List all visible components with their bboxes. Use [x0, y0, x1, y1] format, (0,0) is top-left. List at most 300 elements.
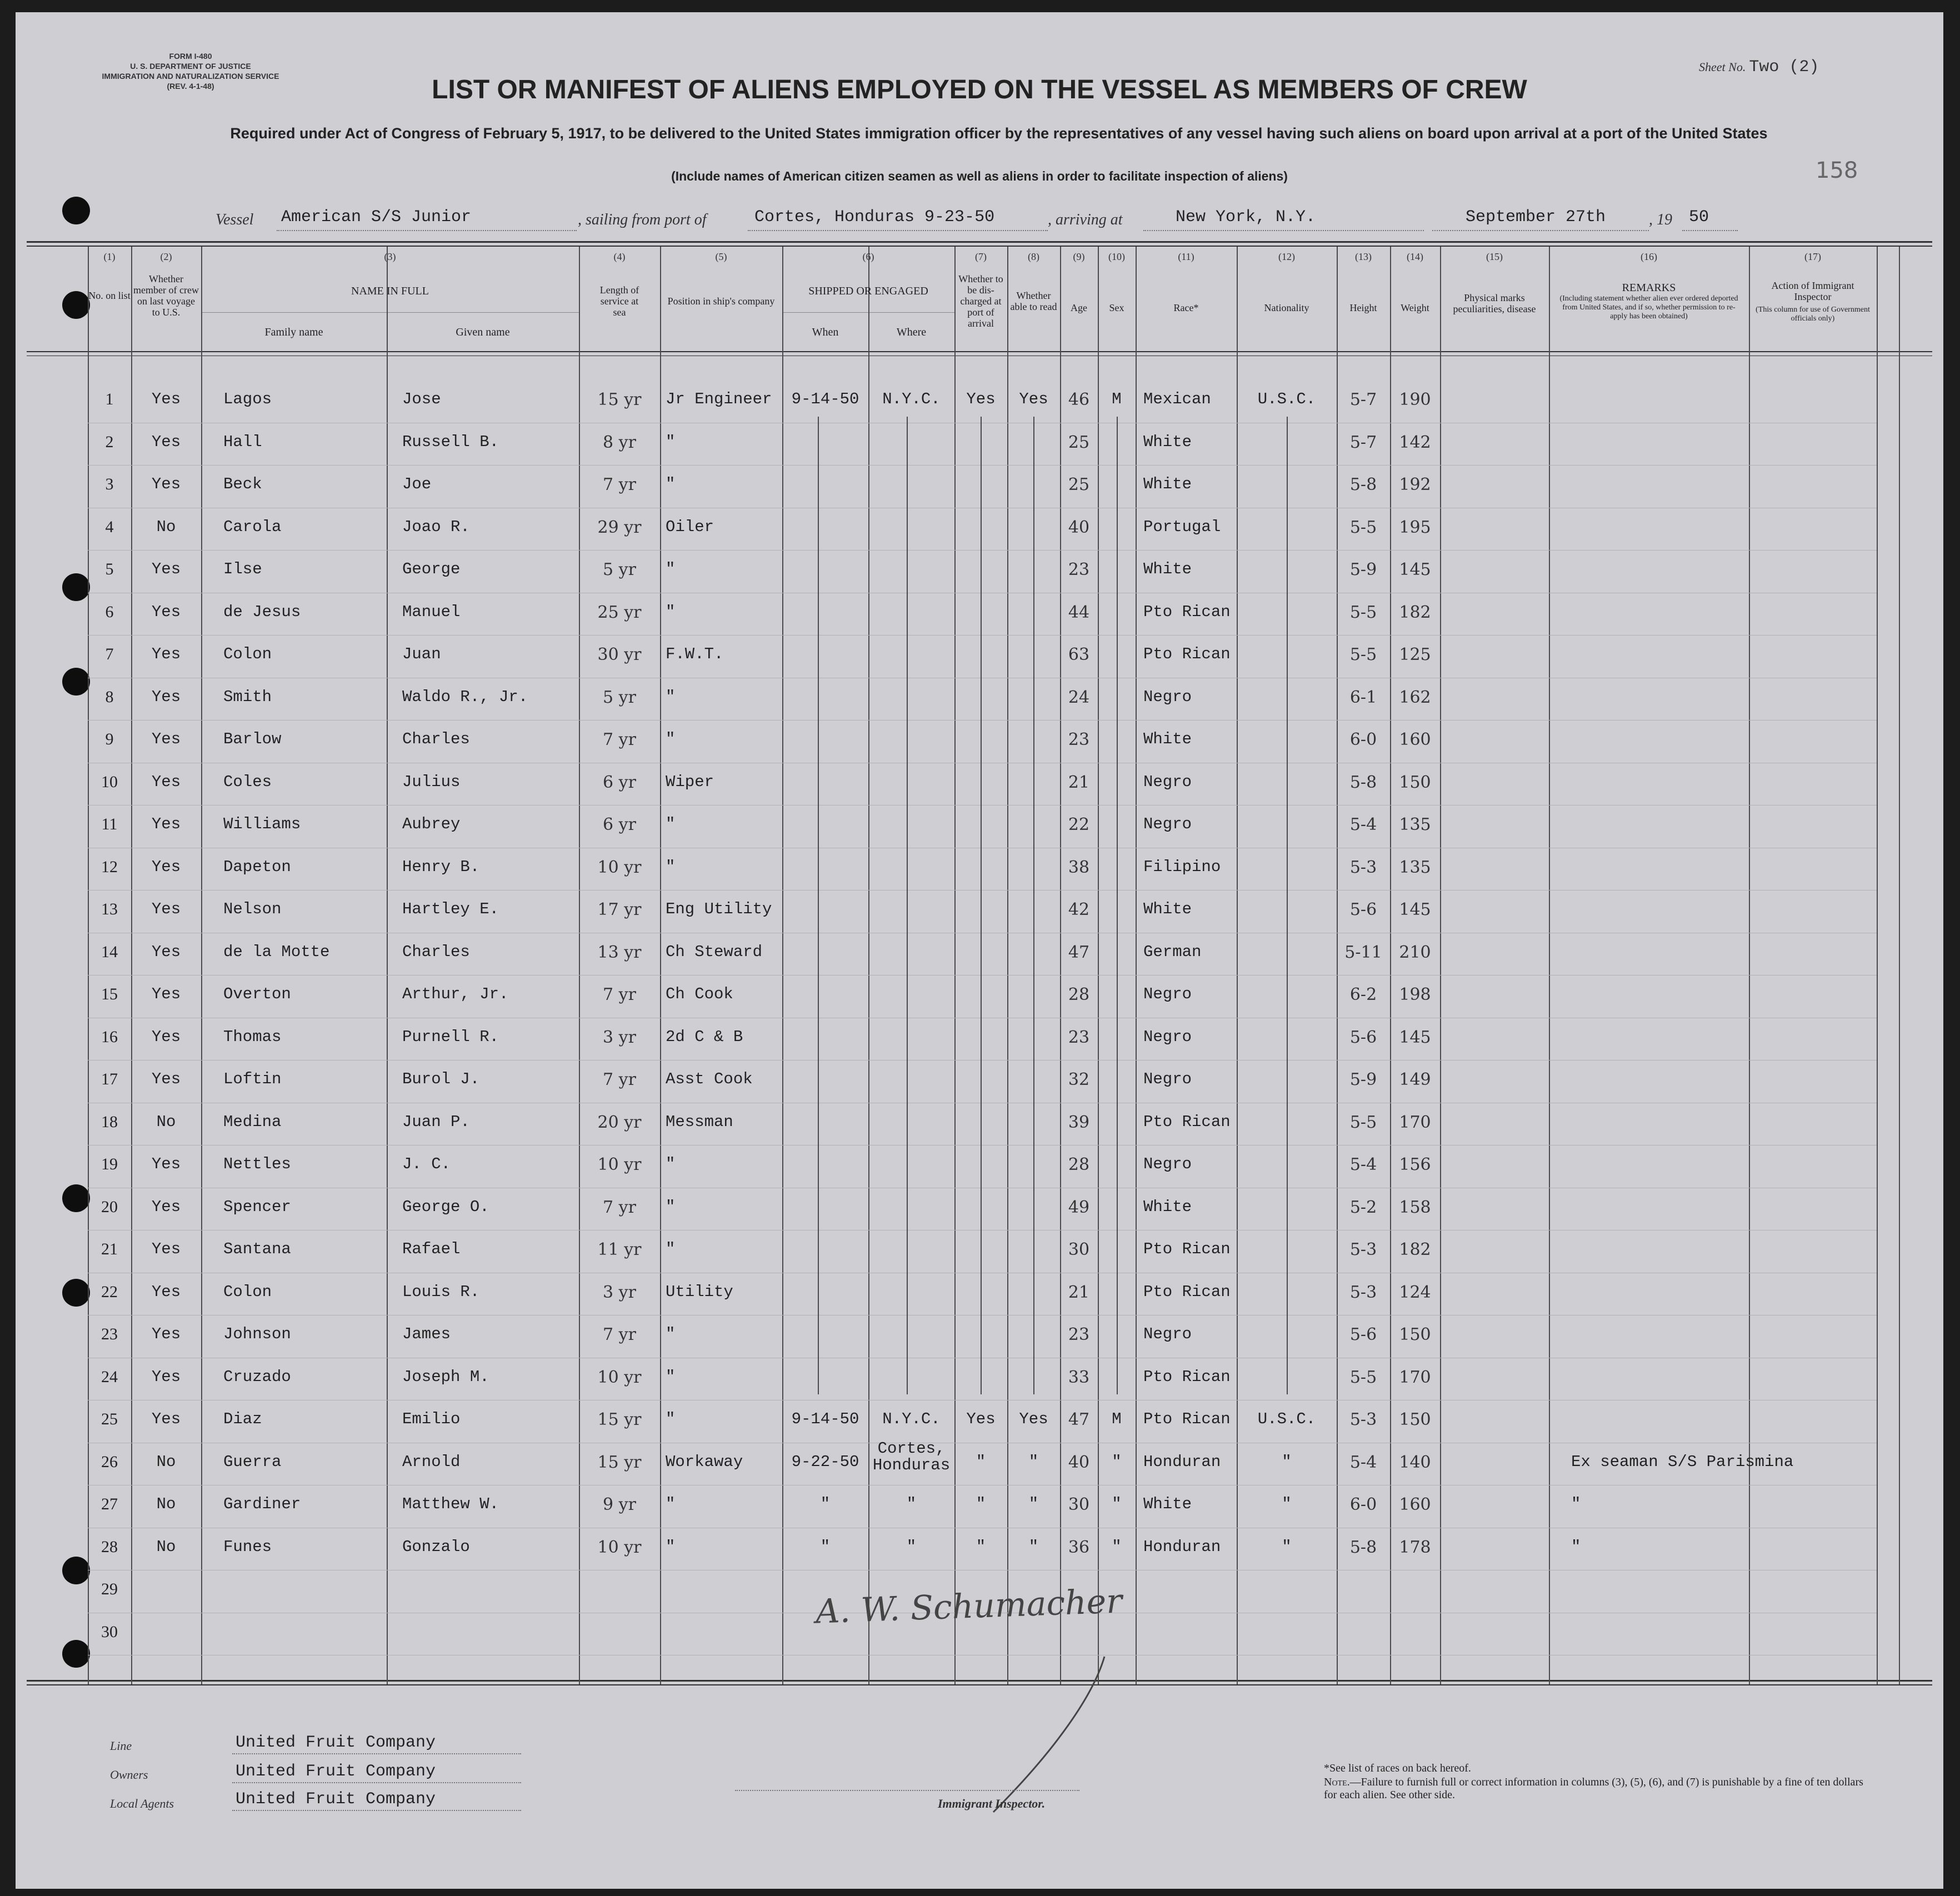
cell-service: 20 yr — [597, 1112, 642, 1132]
cell-height: 6-2 — [1349, 985, 1377, 1004]
cell-weight: 198 — [1399, 985, 1431, 1004]
cell-service: 5 yr — [603, 560, 636, 579]
cell-service: 6 yr — [603, 772, 636, 792]
cell-family: Williams — [223, 815, 301, 833]
cell-race: Filipino — [1143, 857, 1221, 876]
cell-position: Ch Steward — [666, 942, 763, 961]
cell-given: Manuel — [402, 602, 461, 621]
cell-no: 10 — [101, 772, 118, 791]
cell-service: 7 yr — [603, 730, 636, 749]
cell-service: 10 yr — [597, 857, 642, 877]
cell-race: White — [1143, 1197, 1192, 1216]
cell-height: 5-3 — [1349, 1240, 1377, 1259]
column-divider — [1877, 247, 1878, 1684]
cell-weight: 156 — [1399, 1155, 1431, 1174]
cell-weight: 190 — [1399, 390, 1431, 409]
cell-race: Negro — [1143, 1155, 1192, 1173]
header-action-inspector: Action of Immigrant Inspector — [1771, 280, 1854, 302]
header-age: Age — [1071, 302, 1087, 313]
cell-position: Eng Utility — [666, 900, 772, 918]
cell-height: 6-1 — [1349, 687, 1377, 707]
cell-service: 11 yr — [597, 1240, 642, 1259]
cell-no: 19 — [101, 1155, 118, 1173]
cell-position: Workaway — [666, 1452, 743, 1471]
cell-age: 33 — [1068, 1367, 1090, 1387]
cell-weight: 124 — [1399, 1282, 1431, 1302]
cell-weight: 145 — [1399, 1027, 1431, 1047]
cell-height: 5-6 — [1349, 1325, 1377, 1344]
cell-race: Negro — [1143, 1027, 1192, 1046]
cell-service: 9 yr — [603, 1495, 636, 1514]
col-number: (9) — [1073, 251, 1085, 262]
cell-member: Yes — [151, 900, 181, 918]
cell-age: 21 — [1068, 772, 1090, 792]
cell-age: 47 — [1068, 1410, 1090, 1429]
cell-age: 23 — [1068, 1325, 1090, 1344]
cell-no: 9 — [105, 730, 114, 748]
cell-race: White — [1143, 730, 1192, 748]
cell-member: Yes — [151, 475, 181, 493]
cell-weight: 142 — [1399, 432, 1431, 452]
cell-family: Diaz — [223, 1410, 262, 1428]
sailing-port: Cortes, Honduras 9-23-50 — [754, 208, 995, 227]
agents-value: United Fruit Company — [236, 1790, 436, 1809]
cell-no: 5 — [105, 560, 114, 578]
cell-given: Henry B. — [402, 857, 480, 876]
col-number: (6) — [862, 251, 874, 262]
cell-weight: 145 — [1399, 560, 1431, 579]
inspector-label: Immigrant Inspector. — [938, 1797, 1046, 1810]
cell-no: 25 — [101, 1410, 118, 1428]
column-divider — [387, 247, 388, 1684]
cell-where: N.Y.C. — [882, 1410, 941, 1428]
cell-race: White — [1143, 900, 1192, 918]
cell-member: No — [156, 1537, 176, 1556]
cell-age: 46 — [1068, 390, 1090, 409]
cell-race: White — [1143, 560, 1192, 578]
date-underline — [1432, 230, 1649, 231]
cell-family: Johnson — [223, 1325, 291, 1343]
cell-service: 7 yr — [603, 1197, 636, 1217]
cell-service: 7 yr — [603, 1325, 636, 1344]
cell-height: 5-6 — [1349, 1027, 1377, 1047]
vessel-name: American S/S Junior — [281, 208, 472, 227]
cell-family: Colon — [223, 1282, 272, 1301]
header-able-read: Whether able to read — [1010, 290, 1057, 312]
cell-given: Joseph M. — [402, 1367, 489, 1386]
col-number: (10) — [1108, 251, 1125, 262]
cell-no: 7 — [105, 645, 114, 663]
cell-height: 5-8 — [1349, 1537, 1377, 1557]
cell-weight: 192 — [1399, 475, 1431, 494]
cell-height: 5-5 — [1349, 645, 1377, 664]
cell-age: 23 — [1068, 560, 1090, 579]
cell-member: Yes — [151, 1070, 181, 1088]
cell-no: 12 — [101, 857, 118, 876]
cell-family: Carola — [223, 517, 282, 536]
col-number: (17) — [1804, 251, 1821, 262]
cell-no: 27 — [101, 1495, 118, 1513]
cell-position: 2d C & B — [666, 1027, 743, 1046]
col-number: (13) — [1355, 251, 1372, 262]
cell-position: " — [666, 432, 676, 451]
punch-hole-icon — [62, 1557, 90, 1584]
cell-race: Negro — [1143, 772, 1192, 791]
line-label: Line — [110, 1739, 132, 1753]
header-when: When — [812, 326, 839, 338]
form-instruction: (Include names of American citizen seamen as well as aliens in order to facilitate inspection of aliens) — [671, 169, 1288, 183]
header-height: Height — [1349, 302, 1377, 313]
cell-age: 23 — [1068, 730, 1090, 749]
cell-weight: 210 — [1399, 942, 1431, 962]
cell-where: " — [906, 1495, 917, 1513]
column-divider — [201, 247, 202, 1684]
punch-hole-icon — [62, 668, 90, 696]
cell-height: 6-0 — [1349, 730, 1377, 749]
cell-sex: " — [1112, 1452, 1122, 1471]
cell-weight: 135 — [1399, 815, 1431, 834]
cell-family: Cruzado — [223, 1367, 291, 1386]
cell-age: 23 — [1068, 1027, 1090, 1047]
cell-position: " — [666, 815, 676, 833]
header-member-last-voyage: Whether member of crew on last voyage to U.S. — [133, 273, 199, 318]
cell-family: Smith — [223, 687, 272, 706]
punch-hole-icon — [62, 573, 90, 601]
cell-race: Negro — [1143, 1325, 1192, 1343]
header-nationality: Nationality — [1264, 302, 1309, 313]
cell-height: 5-5 — [1349, 1367, 1377, 1387]
cell-race: Pto Rican — [1143, 1367, 1231, 1386]
form-id-line: (REV. 4-1-48) — [167, 82, 214, 91]
cell-age: 22 — [1068, 815, 1090, 834]
header-given-name: Given name — [456, 326, 510, 338]
cell-no: 29 — [101, 1580, 118, 1598]
cell-no: 3 — [105, 475, 114, 493]
col-number: (4) — [613, 251, 626, 262]
cell-read: " — [1028, 1537, 1039, 1556]
header-length-service: Length of service at sea — [599, 284, 639, 318]
cell-weight: 150 — [1399, 1410, 1431, 1429]
cell-race: German — [1143, 942, 1202, 961]
punch-hole-icon — [62, 197, 90, 224]
cell-family: Santana — [223, 1240, 291, 1258]
cell-family: Lagos — [223, 390, 272, 408]
cell-given: Julius — [402, 772, 461, 791]
ditto-line — [818, 417, 819, 1394]
cell-position: F.W.T. — [666, 645, 724, 663]
arriving-label: , arriving at — [1048, 211, 1123, 228]
col-number: (15) — [1486, 251, 1503, 262]
cell-height: 5-2 — [1349, 1197, 1377, 1217]
cell-member: No — [156, 1112, 176, 1131]
cell-position: " — [666, 730, 676, 748]
cell-given: Joe — [402, 475, 432, 493]
cell-service: 7 yr — [603, 985, 636, 1004]
cell-weight: 150 — [1399, 1325, 1431, 1344]
arrival-year: 50 — [1689, 208, 1709, 227]
arrival-date: September 27th — [1466, 208, 1606, 227]
form-id-line: FORM I-480 — [169, 52, 212, 61]
cell-member: Yes — [151, 985, 181, 1003]
col-number: (5) — [715, 251, 727, 262]
cell-race: Pto Rican — [1143, 1112, 1231, 1131]
cell-sex: M — [1112, 1410, 1122, 1428]
cell-position: " — [666, 1240, 676, 1258]
cell-weight: 150 — [1399, 772, 1431, 792]
cell-nationality: " — [1282, 1452, 1292, 1471]
cell-race: Pto Rican — [1143, 1240, 1231, 1258]
cell-nationality: " — [1282, 1495, 1292, 1513]
cell-family: Guerra — [223, 1452, 282, 1471]
column-divider — [1899, 247, 1900, 1684]
cell-family: de Jesus — [223, 602, 301, 621]
cell-where: " — [906, 1537, 917, 1556]
header-remarks: REMARKS — [1622, 282, 1676, 294]
cell-height: 5-3 — [1349, 1410, 1377, 1429]
form-id-line: U. S. DEPARTMENT OF JUSTICE — [130, 62, 251, 71]
cell-service: 25 yr — [597, 602, 642, 622]
cell-weight: 195 — [1399, 517, 1431, 537]
ditto-line — [907, 417, 908, 1394]
cell-member: Yes — [151, 1240, 181, 1258]
cell-height: 5-6 — [1349, 900, 1377, 919]
cell-member: Yes — [151, 1155, 181, 1173]
cell-no: 18 — [101, 1112, 118, 1131]
manifest-sheet — [16, 12, 1943, 1889]
cell-height: 5-4 — [1349, 1155, 1377, 1174]
cell-age: 39 — [1068, 1112, 1090, 1132]
cell-family: Ilse — [223, 560, 262, 578]
cell-position: " — [666, 602, 676, 621]
col-number: (1) — [103, 251, 116, 262]
cell-where: N.Y.C. — [882, 390, 941, 408]
cell-race: Pto Rican — [1143, 1410, 1231, 1428]
races-note: *See list of races on back hereof. — [1324, 1762, 1471, 1774]
cell-position: Ch Cook — [666, 985, 733, 1003]
arrival-underline — [1143, 230, 1424, 231]
cell-when: 9-22-50 — [791, 1452, 859, 1471]
cell-position: " — [666, 1410, 676, 1428]
cell-member: Yes — [151, 772, 181, 791]
cell-member: Yes — [151, 1325, 181, 1343]
cell-given: George — [402, 560, 461, 578]
year-underline — [1682, 230, 1738, 231]
note-text: —Failure to furnish full or correct information in columns (3), (5), (6), and (7) is punishable by a fine of ten dollars for each alien. See other side. — [1324, 1776, 1863, 1801]
cell-race: White — [1143, 475, 1192, 493]
ditto-line — [1033, 417, 1034, 1394]
col-number: (14) — [1407, 251, 1423, 262]
header-weight: Weight — [1401, 302, 1429, 313]
col-number: (8) — [1028, 251, 1039, 262]
year-prefix: , 19 — [1649, 211, 1672, 228]
cell-member: Yes — [151, 1367, 181, 1386]
cell-read: Yes — [1019, 1410, 1048, 1428]
row-rule — [88, 720, 1877, 721]
cell-weight: 178 — [1399, 1537, 1431, 1557]
cell-service: 7 yr — [603, 475, 636, 494]
cell-given: Joao R. — [402, 517, 470, 536]
cell-given: Purnell R. — [402, 1027, 499, 1046]
cell-age: 38 — [1068, 857, 1090, 877]
row-rule — [88, 550, 1877, 551]
cell-member: Yes — [151, 602, 181, 621]
cell-service: 15 yr — [597, 390, 642, 409]
cell-no: 8 — [105, 687, 114, 706]
cell-position: " — [666, 1537, 676, 1556]
cell-weight: 182 — [1399, 1240, 1431, 1259]
cell-no: 15 — [101, 985, 118, 1003]
cell-age: 25 — [1068, 432, 1090, 452]
cell-race: White — [1143, 432, 1192, 451]
cell-family: Overton — [223, 985, 291, 1003]
cell-race: Negro — [1143, 815, 1192, 833]
column-divider — [1136, 247, 1137, 1684]
page-number: 158 — [1816, 158, 1858, 183]
cell-no: 6 — [105, 602, 114, 621]
cell-service: 3 yr — [603, 1282, 636, 1302]
cell-position: Jr Engineer — [666, 390, 772, 408]
header-position: Position in ship's company — [667, 296, 775, 307]
col-number: (12) — [1278, 251, 1295, 262]
cell-member: No — [156, 1452, 176, 1471]
cell-given: George O. — [402, 1197, 489, 1216]
cell-discharged: Yes — [966, 1410, 996, 1428]
cell-discharged: " — [976, 1495, 986, 1513]
cell-no: 11 — [101, 815, 118, 833]
cell-remarks: Ex seaman S/S Parismina — [1571, 1452, 1794, 1471]
cell-member: Yes — [151, 857, 181, 876]
cell-position: " — [666, 1367, 676, 1386]
cell-given: Charles — [402, 730, 470, 748]
row-rule — [88, 635, 1877, 636]
cell-sex: M — [1112, 390, 1122, 408]
agents-label: Local Agents — [110, 1797, 174, 1810]
cell-weight: 162 — [1399, 687, 1431, 707]
cell-member: Yes — [151, 815, 181, 833]
cell-position: Messman — [666, 1112, 733, 1131]
row-rule — [88, 465, 1877, 466]
cell-given: Jose — [402, 390, 441, 408]
form-subtitle: Required under Act of Congress of February 5, 1917, to be delivered to the United States immigration officer by the representatives of any vessel having such aliens on board upon arrival at a port of the United States — [230, 125, 1768, 142]
cell-no: 2 — [105, 432, 114, 451]
cell-position: " — [666, 687, 676, 706]
cell-family: Hall — [223, 432, 262, 451]
cell-height: 5-3 — [1349, 857, 1377, 877]
line-underline — [232, 1753, 521, 1754]
cell-service: 13 yr — [597, 942, 642, 962]
sailing-label: , sailing from port of — [578, 211, 707, 228]
cell-height: 5-11 — [1344, 942, 1382, 962]
note-label: Note. — [1324, 1776, 1350, 1788]
owners-label: Owners — [110, 1768, 148, 1782]
punch-hole-icon — [62, 1279, 90, 1307]
cell-no: 14 — [101, 942, 118, 961]
cell-member: Yes — [151, 560, 181, 578]
cell-family: Funes — [223, 1537, 272, 1556]
cell-height: 5-8 — [1349, 475, 1377, 494]
name-header-divider — [201, 312, 579, 313]
cell-position: " — [666, 1197, 676, 1216]
cell-given: Arthur, Jr. — [402, 985, 509, 1003]
col-number: (7) — [975, 251, 987, 262]
cell-height: 6-0 — [1349, 1495, 1377, 1514]
header-no-on-list: No. on list — [88, 290, 131, 301]
cell-height: 5-7 — [1349, 390, 1377, 409]
cell-height: 5-8 — [1349, 772, 1377, 792]
column-divider — [660, 247, 661, 1684]
cell-member: Yes — [151, 1027, 181, 1046]
cell-height: 5-5 — [1349, 1112, 1377, 1132]
cell-height: 5-5 — [1349, 517, 1377, 537]
cell-service: 15 yr — [597, 1410, 642, 1429]
cell-age: 40 — [1068, 517, 1090, 537]
cell-given: Waldo R., Jr. — [402, 687, 528, 706]
cell-remarks: " — [1571, 1495, 1581, 1513]
cell-service: 6 yr — [603, 815, 636, 834]
cell-member: Yes — [151, 687, 181, 706]
cell-member: Yes — [151, 1282, 181, 1301]
inspector-signature-line — [735, 1790, 1079, 1791]
cell-race: Portugal — [1143, 517, 1221, 536]
cell-family: Medina — [223, 1112, 282, 1131]
cell-sex: " — [1112, 1495, 1122, 1513]
header-discharged: Whether to be dis-charged at port of arrival — [958, 273, 1003, 329]
sheet-number — [1699, 58, 1819, 77]
owners-underline — [232, 1782, 521, 1783]
port-underline — [748, 230, 1048, 231]
cell-service: 7 yr — [603, 1070, 636, 1089]
cell-height: 5-4 — [1349, 815, 1377, 834]
cell-race: Negro — [1143, 985, 1192, 1003]
signature-stroke-icon — [960, 1651, 1138, 1818]
header-physical-marks: Physical marks peculiarities, disease — [1453, 292, 1536, 314]
sheet-number-label: Sheet No. — [1699, 60, 1746, 74]
cell-age: 32 — [1068, 1070, 1090, 1089]
cell-member: Yes — [151, 645, 181, 663]
cell-family: de la Motte — [223, 942, 330, 961]
inspector-signature: A. W. Schumacher — [814, 1582, 1123, 1632]
cell-race: White — [1143, 1495, 1192, 1513]
cell-given: Gonzalo — [402, 1537, 470, 1556]
cell-member: Yes — [151, 730, 181, 748]
cell-given: James — [402, 1325, 451, 1343]
cell-position: Utility — [666, 1282, 733, 1301]
cell-service: 5 yr — [603, 687, 636, 707]
cell-position: Oiler — [666, 517, 714, 536]
header-family-name: Family name — [264, 326, 323, 338]
cell-family: Thomas — [223, 1027, 282, 1046]
cell-member: No — [156, 1495, 176, 1513]
form-id-line: IMMIGRATION AND NATURALIZATION SERVICE — [102, 72, 279, 81]
cell-position: " — [666, 1325, 676, 1343]
cell-position: " — [666, 1155, 676, 1173]
cell-family: Beck — [223, 475, 262, 493]
cell-age: 21 — [1068, 1282, 1090, 1302]
cell-no: 30 — [101, 1622, 118, 1641]
cell-read: " — [1028, 1495, 1039, 1513]
cell-service: 10 yr — [597, 1367, 642, 1387]
cell-given: Emilio — [402, 1410, 461, 1428]
penalty-note — [1324, 1776, 1868, 1802]
cell-given: Juan P. — [402, 1112, 470, 1131]
header-sex: Sex — [1109, 302, 1124, 313]
cell-weight: 149 — [1399, 1070, 1431, 1089]
cell-when: " — [820, 1537, 831, 1556]
cell-weight: 160 — [1399, 1495, 1431, 1514]
table-header-rule — [27, 351, 1932, 352]
cell-family: Nelson — [223, 900, 282, 918]
cell-no: 26 — [101, 1452, 118, 1471]
